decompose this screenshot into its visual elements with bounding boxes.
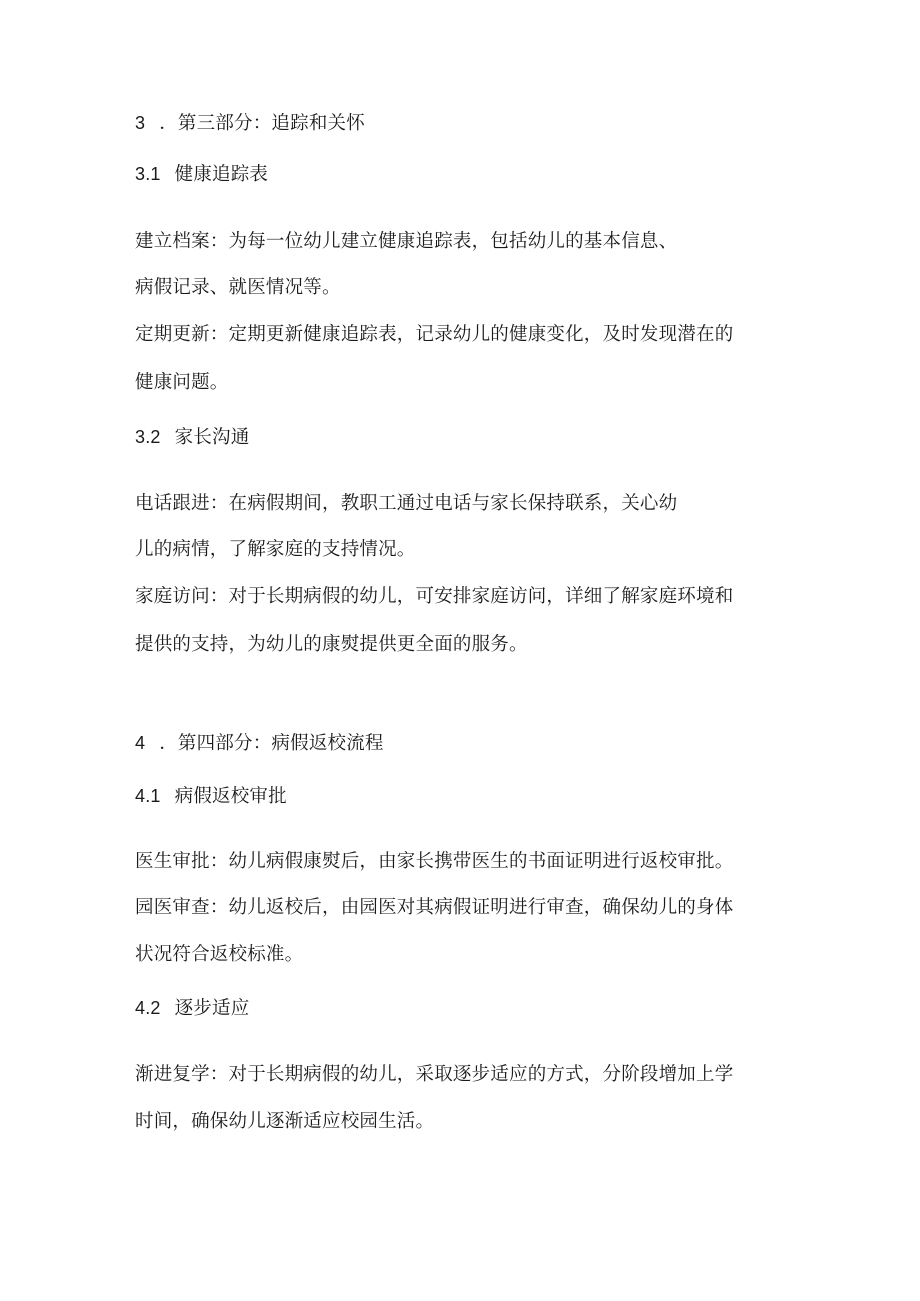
- paragraph-line: 医生审批：幼儿病假康熨后，由家长携带医生的书面证明进行返校审批。: [135, 851, 734, 872]
- paragraph-line: 家庭访问：对于长期病假的幼儿，可安排家庭访问，详细了解家庭环境和: [135, 586, 734, 607]
- paragraph-line: 提供的支持，为幼儿的康熨提供更全面的服务。: [135, 634, 528, 655]
- paragraph-line: 园医审查：幼儿返校后，由园医对其病假证明进行审查，确保幼儿的身体: [135, 897, 734, 918]
- subsection-number: 4.2: [135, 998, 161, 1018]
- subsection-title: 家长沟通: [174, 427, 250, 448]
- section-title: ．第四部分：病假返校流程: [159, 733, 384, 754]
- paragraph-line: 渐进复学：对于长期病假的幼儿，采取逐步适应的方式，分阶段增加上学: [135, 1064, 734, 1085]
- paragraph-line: 电话跟进：在病假期间，教职工通过电话与家长保持联系，关心幼: [135, 493, 678, 514]
- paragraph-line: 定期更新：定期更新健康追踪表，记录幼儿的健康变化，及时发现潜在的: [135, 324, 734, 345]
- section-title: ．第三部分：追踪和关怀: [159, 113, 365, 134]
- subsection-heading-3-2: [135, 423, 249, 452]
- section-heading-3: [135, 109, 365, 138]
- paragraph-line: 健康问题。: [135, 372, 229, 393]
- subsection-number: 3.1: [135, 164, 161, 184]
- subsection-number: 4.1: [135, 786, 161, 806]
- paragraph-line: 建立档案：为每一位幼儿建立健康追踪表，包括幼儿的基本信息、: [135, 231, 678, 252]
- subsection-heading-4-2: [135, 994, 249, 1023]
- section-number: 4: [135, 733, 146, 753]
- section-number: 3: [135, 113, 146, 133]
- subsection-number: 3.2: [135, 427, 161, 447]
- paragraph-line: 病假记录、就医情况等。: [135, 277, 341, 298]
- paragraph-line: 状况符合返校标准。: [135, 944, 304, 965]
- section-heading-4: [135, 729, 384, 758]
- subsection-heading-4-1: [135, 782, 287, 811]
- subsection-heading-3-1: [135, 160, 268, 189]
- subsection-title: 健康追踪表: [174, 164, 269, 185]
- subsection-title: 逐步适应: [174, 998, 250, 1019]
- paragraph-line: 儿的病情，了解家庭的支持情况。: [135, 539, 416, 560]
- paragraph-line: 时间，确保幼儿逐渐适应校园生活。: [135, 1111, 435, 1132]
- subsection-title: 病假返校审批: [174, 786, 287, 807]
